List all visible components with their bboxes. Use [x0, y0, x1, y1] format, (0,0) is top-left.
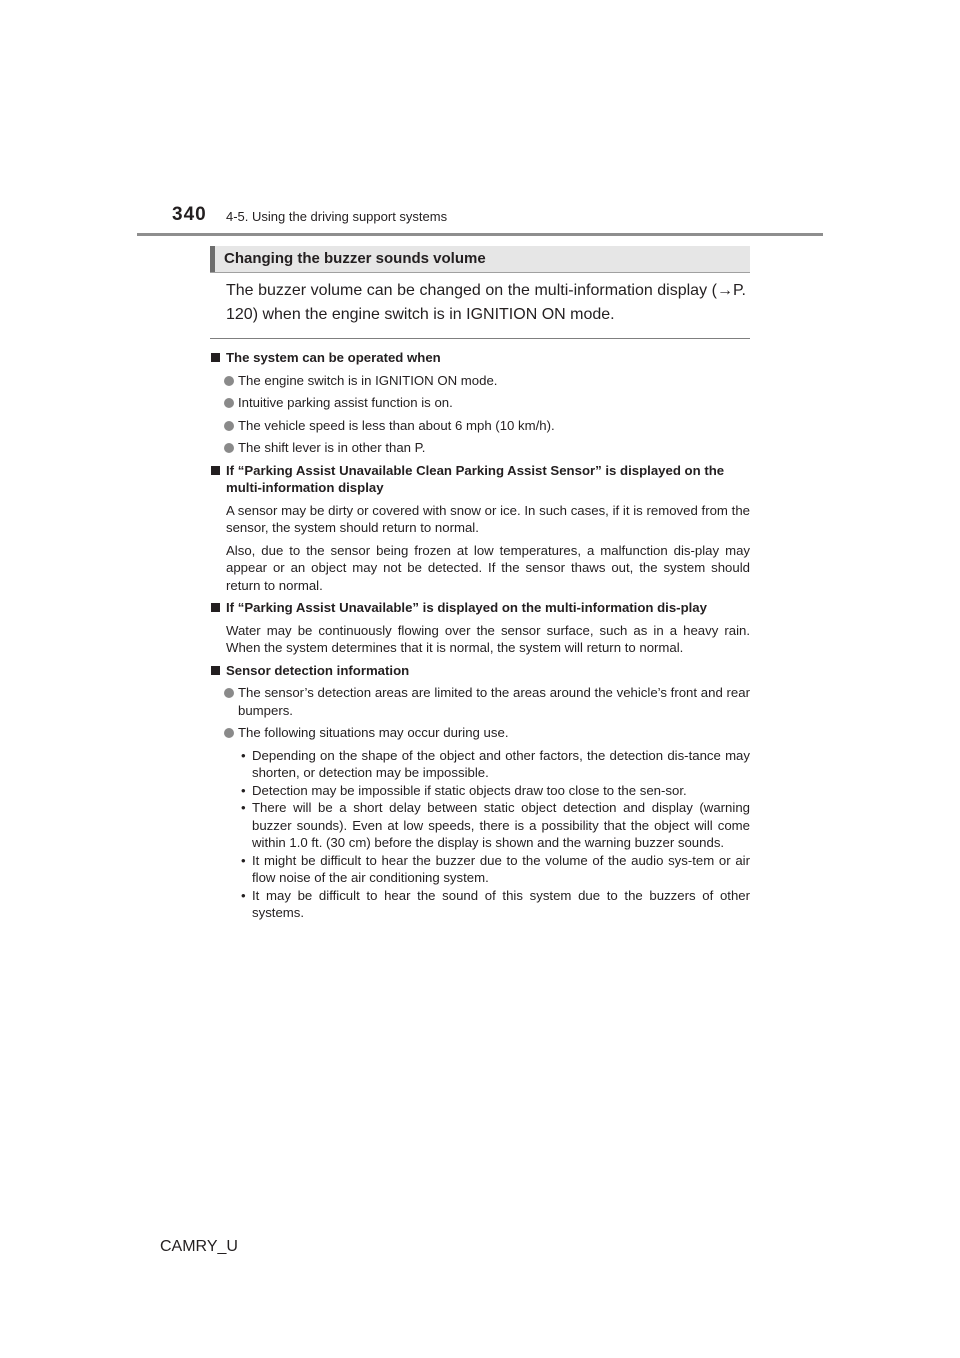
note-paragraph: Also, due to the sensor being frozen at low temperatures, a malfunction dis-play may appear or an object may not be detected. If the sensor thaws out, the system should return to normal.	[226, 542, 750, 593]
notes-section	[210, 344, 750, 922]
circle-bullet-icon	[224, 398, 234, 408]
header-rule	[137, 233, 823, 236]
square-bullet-icon	[211, 666, 220, 675]
section-reference: 4-5. Using the driving support systems	[226, 209, 448, 224]
circle-bullet-icon	[224, 443, 234, 453]
note-heading: The system can be operated when	[210, 349, 750, 367]
sub-list-item: • It may be difficult to hear the sound of this system due to the buzzers of other systems.	[241, 887, 750, 920]
intro-rule	[210, 338, 750, 339]
circle-bullet-icon	[224, 728, 234, 738]
heading-accent-bar	[210, 246, 215, 272]
note-heading: Sensor detection information	[210, 662, 750, 680]
page-number: 340	[172, 204, 207, 225]
note-paragraph: Water may be continuously flowing over the sensor surface, such as in a heavy rain. When the system determines that it is normal, the system will return to normal.	[226, 622, 750, 655]
sub-bullet-mark: •	[241, 747, 246, 763]
circle-bullet-icon	[224, 688, 234, 698]
section-heading-title: Changing the buzzer sounds volume	[224, 250, 486, 267]
section-heading-box	[210, 246, 750, 273]
sub-bullet-mark: •	[241, 887, 246, 903]
sub-list-item: • It might be difficult to hear the buzzer due to the volume of the audio sys-tem or air flow noise of the air conditioning system.	[241, 852, 750, 885]
sub-bullet-mark: •	[241, 782, 246, 798]
list-item: The engine switch is in IGNITION ON mode.	[210, 372, 750, 390]
square-bullet-icon	[211, 603, 220, 612]
sub-bullet-mark: •	[241, 800, 246, 815]
circle-bullet-icon	[224, 376, 234, 386]
list-item: Intuitive parking assist function is on.	[210, 394, 750, 412]
intro-paragraph: The buzzer volume can be changed on the multi-information display (→P. 120) when the engine switch is in IGNITION ON mode.	[226, 282, 746, 323]
square-bullet-icon	[211, 466, 220, 475]
sub-list-item: • There will be a short delay between static object detection and display (warning buzzer sounds). Even at low speeds, there is a possibility that the object will come within 1.0 ft. (30 cm) before the display is shown and the warning buzzer sounds.	[241, 800, 750, 850]
list-item: The sensor’s detection areas are limited to the areas around the vehicle’s front and rear bumpers.	[210, 684, 750, 719]
circle-bullet-icon	[224, 421, 234, 431]
sub-list-item: • Detection may be impossible if static objects draw too close to the sen-sor.	[241, 782, 687, 798]
list-item: The shift lever is in other than P.	[210, 439, 750, 457]
note-heading: If “Parking Assist Unavailable” is displayed on the multi-information dis-play	[210, 599, 750, 617]
footer-label: CAMRY_U	[160, 1238, 238, 1255]
note-paragraph: A sensor may be dirty or covered with snow or ice. In such cases, if it is removed from the sensor, the system should return to normal.	[226, 502, 750, 535]
note-heading: If “Parking Assist Unavailable Clean Parking Assist Sensor” is displayed on the multi-information display	[210, 462, 750, 497]
square-bullet-icon	[211, 353, 220, 362]
list-item: The following situations may occur during use.	[210, 724, 750, 742]
sub-bullet-mark: •	[241, 852, 246, 868]
list-item: The vehicle speed is less than about 6 mph (10 km/h).	[210, 417, 750, 435]
sub-list-item: • Depending on the shape of the object and other factors, the detection dis-tance may shorten, or detection may be impossible.	[241, 747, 750, 780]
